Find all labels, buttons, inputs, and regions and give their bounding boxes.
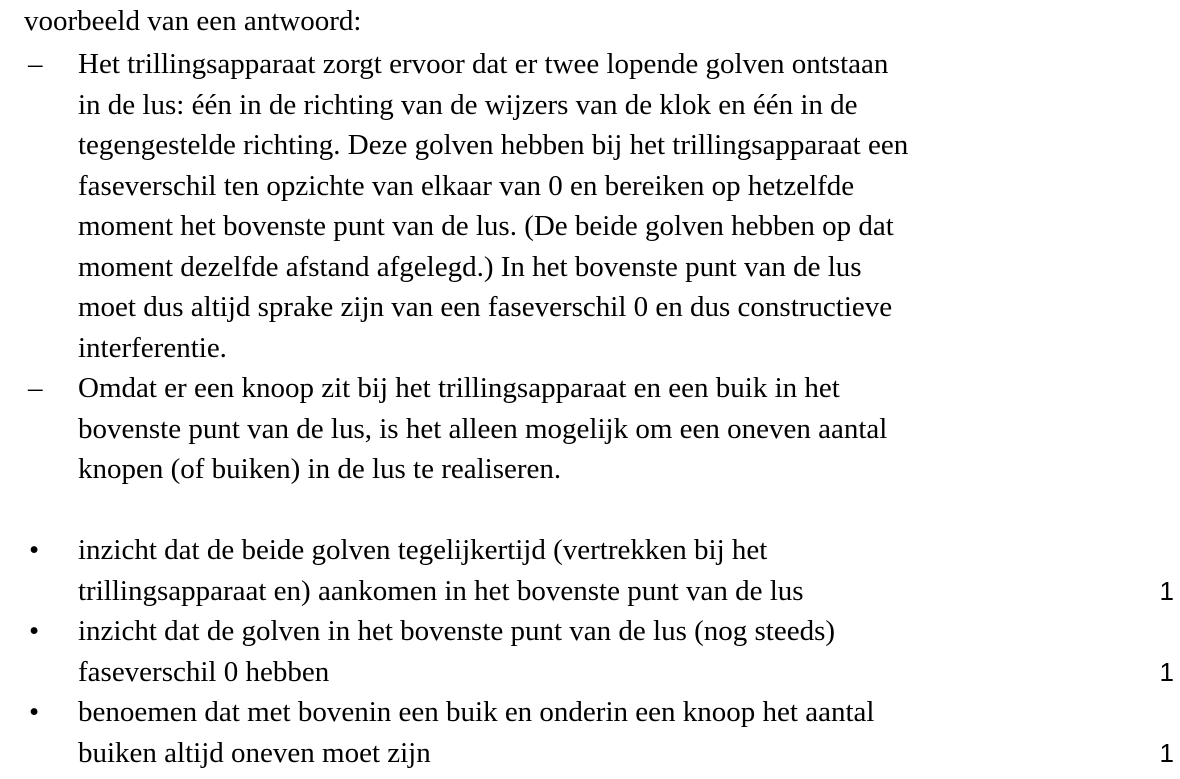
answer-example-heading: voorbeeld van een antwoord: bbox=[24, 5, 362, 37]
bullet-marker: • bbox=[29, 534, 40, 566]
answer-line: tegengestelde richting. Deze golven hebben bij het trillingsapparaat een bbox=[78, 129, 909, 161]
answer-line: bovenste punt van de lus, is het alleen mogelijk om een oneven aantal bbox=[78, 412, 888, 445]
score-value: 1 bbox=[1159, 656, 1174, 687]
score-value: 1 bbox=[1159, 737, 1174, 768]
answer-line: moment dezelfde afstand afgelegd.) In het bovenste punt van de lus bbox=[78, 250, 862, 283]
answer-line: Omdat er een knoop zit bij het trillingsapparaat en een buik in het bbox=[78, 372, 840, 404]
bullet-marker: • bbox=[29, 615, 40, 647]
answer-line: moment het bovenste punt van de lus. (De beide golven hebben op dat bbox=[78, 210, 894, 242]
scoring-line: inzicht dat de golven in het bovenste punt van de lus (nog steeds) bbox=[78, 615, 836, 647]
scoring-line: faseverschil 0 hebben bbox=[78, 655, 330, 688]
score-value: 1 bbox=[1159, 575, 1174, 606]
answer-line: Het trillingsapparaat zorgt ervoor dat er twee lopende golven ontstaan bbox=[78, 48, 889, 80]
answer-line: moet dus altijd sprake zijn van een faseverschil 0 en dus constructieve bbox=[78, 291, 893, 323]
scoring-line: buiken altijd oneven moet zijn bbox=[78, 736, 431, 769]
answer-line: in de lus: één in de richting van de wijzers van de klok en één in de bbox=[78, 88, 858, 121]
bullet-marker: • bbox=[29, 696, 40, 728]
dash-marker: – bbox=[28, 372, 43, 404]
dash-marker: – bbox=[28, 48, 43, 80]
scoring-line: benoemen dat met bovenin een buik en onderin een knoop het aantal bbox=[78, 696, 875, 728]
answer-line: interferentie. bbox=[78, 331, 227, 364]
answer-line: faseverschil ten opzichte van elkaar van 0 en bereiken op hetzelfde bbox=[78, 169, 855, 202]
answer-line: knopen (of buiken) in de lus te realiseren. bbox=[78, 453, 562, 485]
scoring-line: inzicht dat de beide golven tegelijkertijd (vertrekken bij het bbox=[78, 534, 768, 566]
scoring-line: trillingsapparaat en) aankomen in het bovenste punt van de lus bbox=[78, 574, 804, 607]
